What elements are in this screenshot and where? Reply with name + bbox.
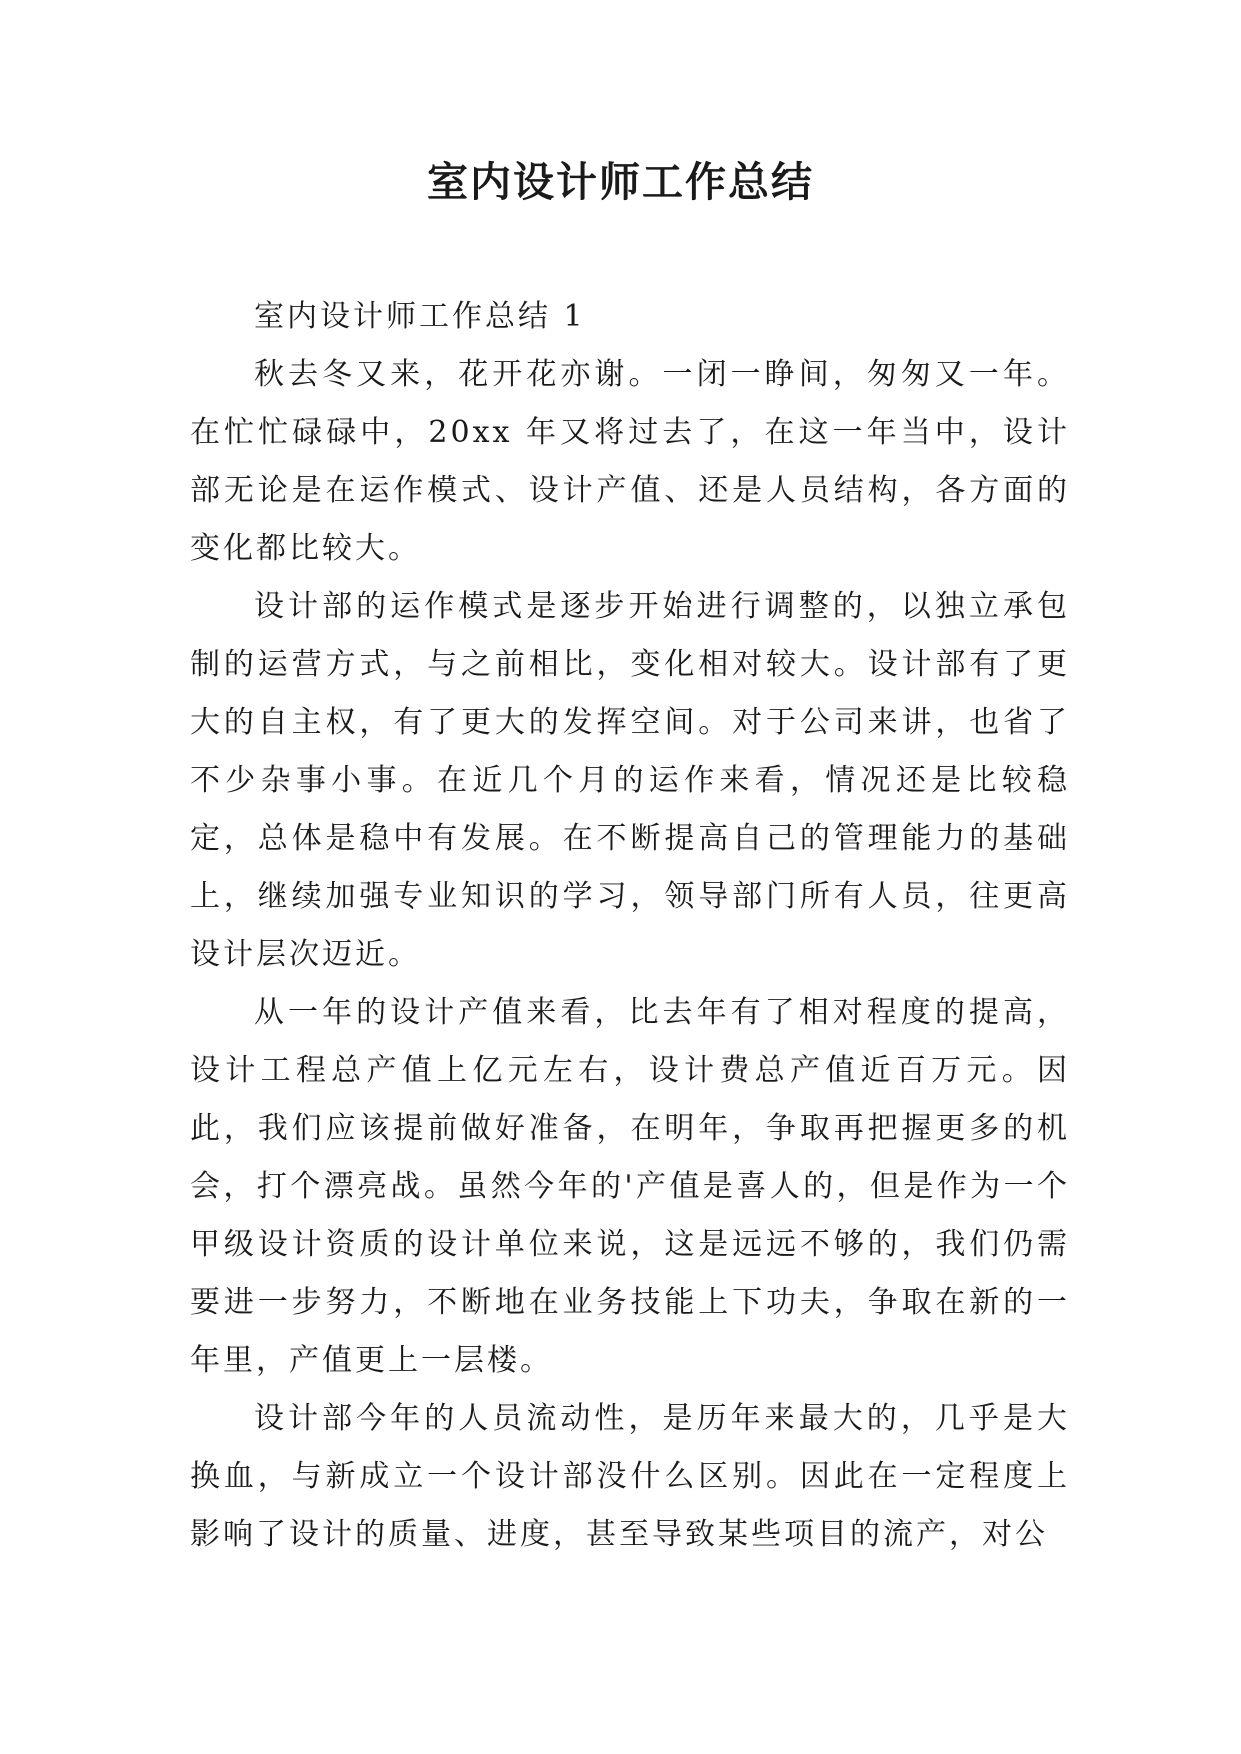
section-heading: 室内设计师工作总结 1 bbox=[254, 299, 586, 334]
document-title: 室内设计师工作总结 bbox=[427, 158, 814, 206]
paragraph-4: 设计部今年的人员流动性，是历年来最大的，几乎是大换血，与新成立一个设计部没什么区别。因此在一定程度上影响了设计的质量、进度，甚至导致某些项目的流产，对公 bbox=[190, 1401, 1070, 1552]
paragraph-1: 秋去冬又来，花开花亦谢。一闭一睁间，匆匆又一年。在忙忙碌碌中，20xx 年又将过去了，在这一年当中，设计部无论是在运作模式、设计产值、还是人员结构，各方面的变化都比较大。 bbox=[190, 357, 1070, 566]
document-body bbox=[190, 288, 1070, 1564]
paragraph-2: 设计部的运作模式是逐步开始进行调整的，以独立承包制的运营方式，与之前相比，变化相对较大。设计部有了更大的自主权，有了更大的发挥空间。对于公司来讲，也省了不少杂事小事。在近几个月的运作来看，情况还是比较稳定，总体是稳中有发展。在不断提高自己的管理能力的基础上，继续加强专业知识的学习，领导部门所有人员，往更高设计层次迈近。 bbox=[190, 589, 1070, 972]
paragraph-3: 从一年的设计产值来看，比去年有了相对程度的提高，设计工程总产值上亿元左右，设计费总产值近百万元。因此，我们应该提前做好准备，在明年，争取再把握更多的机会，打个漂亮战。虽然今年的'产值是喜人的，但是作为一个甲级设计资质的设计单位来说，这是远远不够的，我们仍需要进一步努力，不断地在业务技能上下功夫，争取在新的一年里，产值更上一层楼。 bbox=[190, 995, 1070, 1378]
